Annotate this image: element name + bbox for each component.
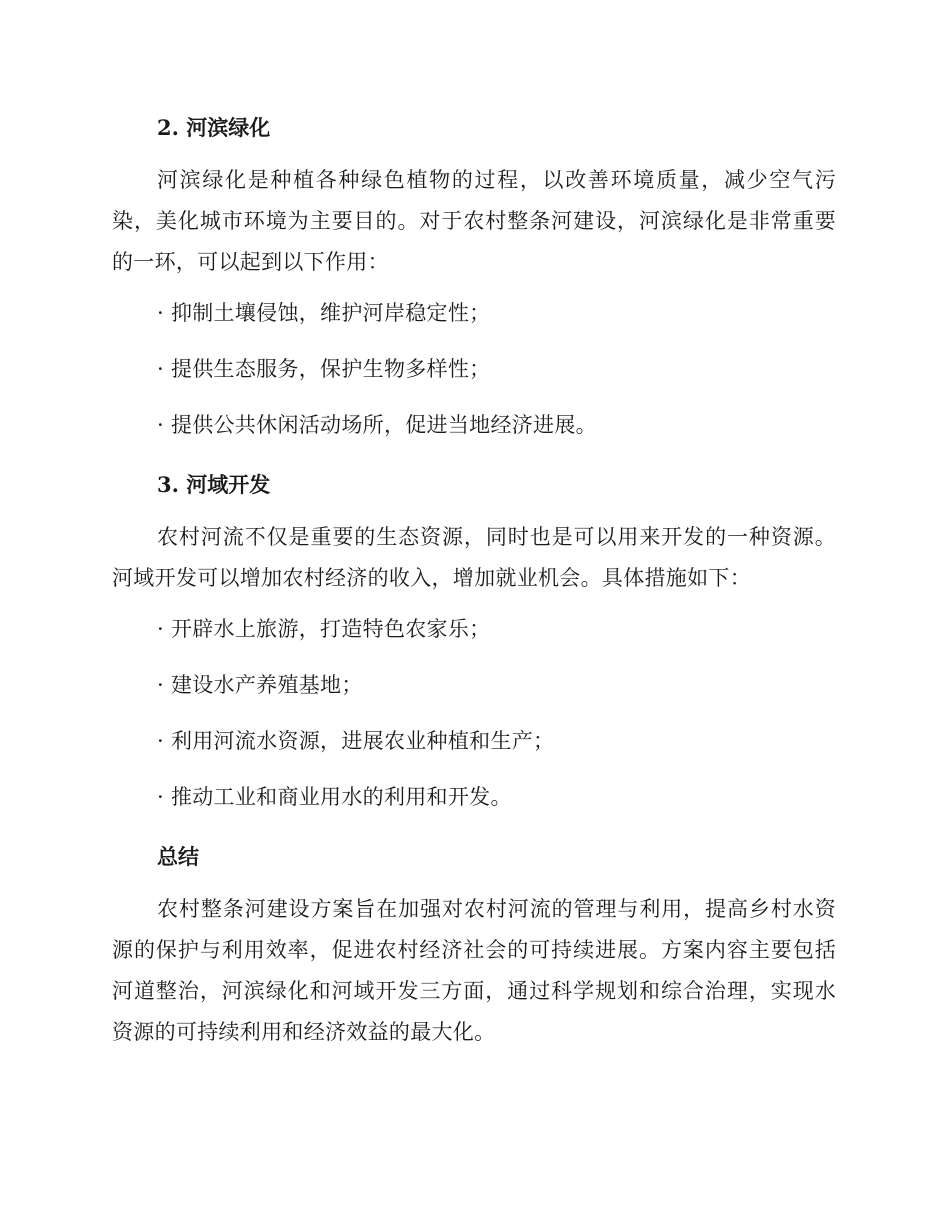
section-3-intro: 农村河流不仅是重要的生态资源，同时也是可以用来开发的一种资源。河域开发可以增加农村经济的收入，增加就业机会。具体措施如下： (112, 525, 836, 590)
section-2-bullet: · 提供生态服务，保护生物多样性； (157, 357, 491, 381)
section-3-bullet: · 开辟水上旅游，打造特色农家乐； (157, 617, 491, 641)
section-3-bullet: · 利用河流水资源，进展农业种植和生产； (157, 729, 555, 753)
section-3-bullet: · 推动工业和商业用水的利用和开发。 (157, 785, 512, 809)
section-2-bullet: · 提供公共休闲活动场所，促进当地经济进展。 (157, 413, 597, 437)
summary-heading: 总结 (157, 844, 199, 869)
document-page (112, 104, 836, 1063)
section-2-bullet: · 抑制土壤侵蚀，维护河岸稳定性； (157, 301, 491, 325)
section-2-intro: 河滨绿化是种植各种绿色植物的过程，以改善环境质量，减少空气污染，美化城市环境为主要目的。对于农村整条河建设，河滨绿化是非常重要的一环，可以起到以下作用： (112, 168, 836, 274)
section-3-bullet: · 建设水产养殖基地； (157, 673, 363, 697)
summary-body: 农村整条河建设方案旨在加强对农村河流的管理与利用，提高乡村水资源的保护与利用效率，促进农村经济社会的可持续进展。方案内容主要包括河道整治，河滨绿化和河域开发三方面，通过科学规划和综合治理，实现水资源的可持续利用和经济效益的最大化。 (112, 897, 836, 1044)
section-2-heading: 2. 河滨绿化 (157, 115, 271, 140)
section-3-heading: 3. 河域开发 (157, 472, 271, 497)
